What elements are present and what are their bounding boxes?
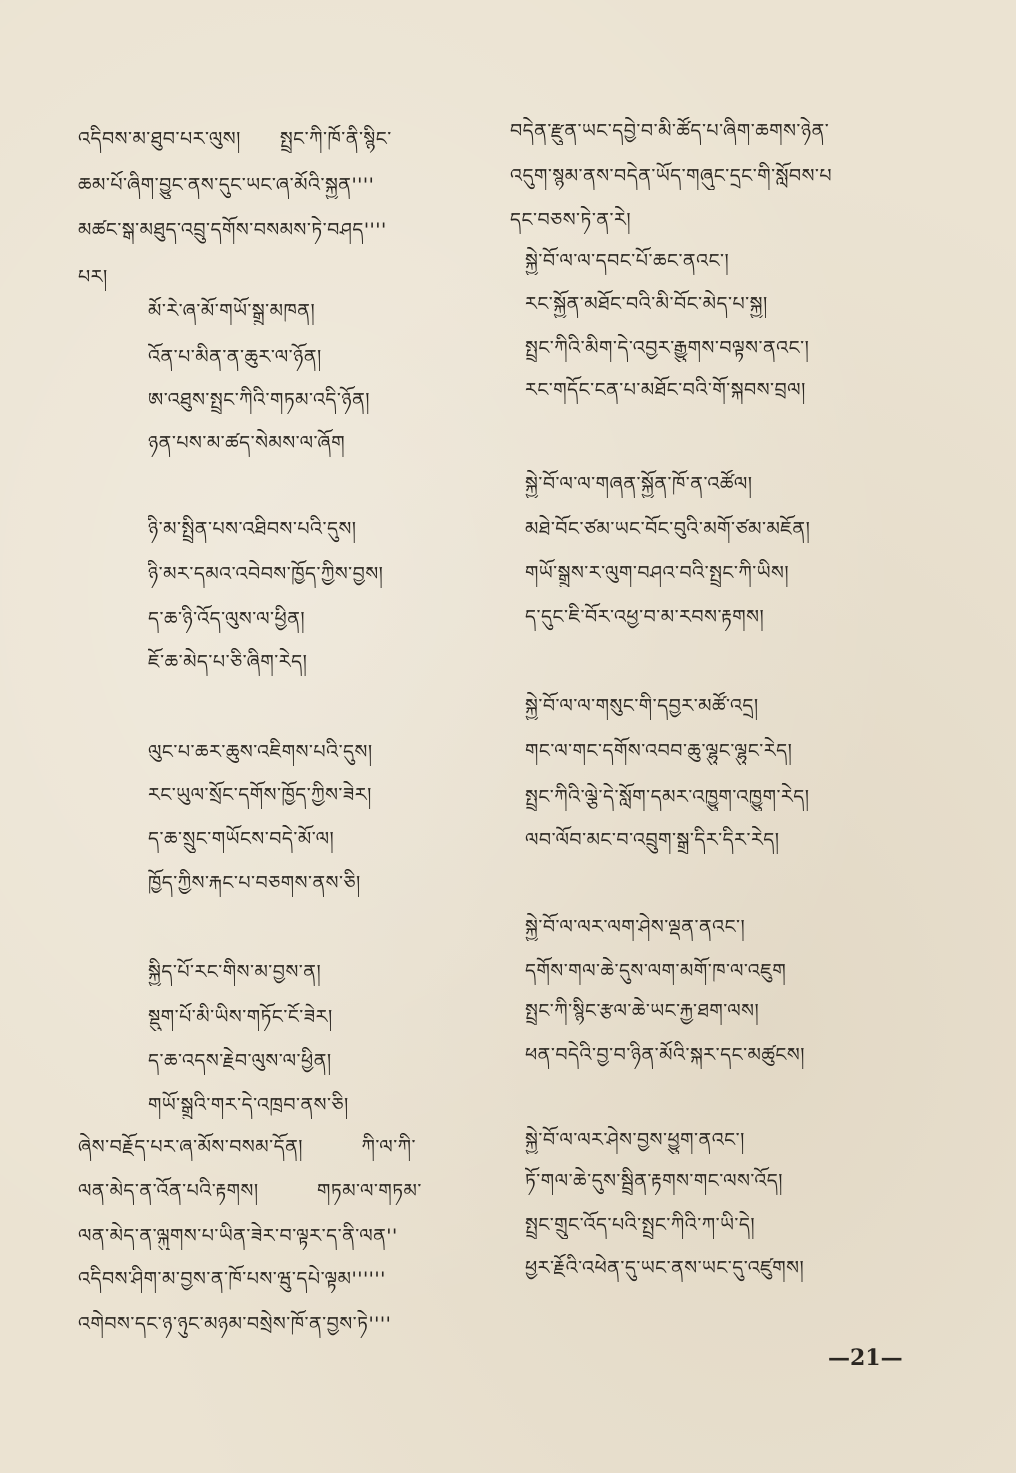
verse-line: འོན་པ་མིན་ན་ཆུར་ལ་ཉོན། [148,346,322,368]
text-line: པར། [78,266,108,288]
verse-line: སྤྲང་གྲུང་འོད་པའི་སྤྲང་ཀིའི་ཀ་ཡི་དེ། [525,1214,756,1236]
text-line: ལན་མེད་ན་འོན་པའི་རྟགས། གཏམ་ལ་གཏམ་ [78,1180,422,1202]
text-line: ལན་མེད་ན་ལྐུགས་པ་ཡིན་ཟེར་བ་ལྟར་ད་ནི་ལན'' [78,1225,398,1247]
verse-line: རང་ཡུལ་སྲོང་དགོས་ཁྱོད་ཀྱིས་ཟེར། [148,784,372,806]
verse-line: ཉི་མར་དམའ་འབེབས་ཁྱོད་ཀྱིས་བྱས། [148,563,384,585]
verse-line: ཉན་པས་མ་ཚད་སེམས་ལ་ཞོག [148,432,346,454]
verse-line: ཇོ་ཆ་མེད་པ་ཅི་ཞིག་རེད། [148,651,308,673]
verse-line: སྤྲང་ཀི་སྙིང་རྩལ་ཆེ་ཡང་རྐྱ་ཐག་ལས། [525,1000,760,1022]
verse-line: སྤྲང་ཀིའི་ལྕེ་དེ་སློག་དམར་འཁྱུག་འཁྱུག་རེད། [525,786,810,808]
text-line: ཆམ་པོ་ཞིག་བྱུང་ནས་དུང་ཡང་ཞ་མོའི་སྐྱན'''' [78,174,375,196]
text-line: བདེན་རྫུན་ཡང་དབྱེ་བ་མི་ཚོད་པ་ཞིག་ཆགས་ཉེན་ [510,120,830,142]
verse-line: ད་དུང་ཇི་བོར་འཕྱ་བ་མ་རབས་རྟགས། [525,606,765,628]
verse-line: གང་ལ་གང་དགོས་འབབ་ཆུ་ལྷུང་ལྷུང་རེད། [525,740,793,762]
page-number: —21— [828,1345,903,1371]
verse-line: སྐྱེ་བོ་ལ་ལ་གཞན་སྐྱོན་ཁོ་ན་འཚོལ། [525,473,753,495]
verse-line: ཁྱོད་ཀྱིས་རྐང་པ་བཅགས་ནས་ཅི། [148,872,361,894]
verse-line: ལབ་ལོབ་མང་བ་འབྲུག་སྒྲ་དིར་དིར་རེད། [525,829,780,851]
verse-line: སྡུག་པོ་མི་ཡིས་གཏོང་ངོ་ཟེར། [148,1006,333,1028]
verse-line: སྐྱེ་བོ་ལ་ལ་གསུང་གི་དབྱར་མཚོ་འདྲ། [525,695,759,717]
verse-line: སྐྱེ་བོ་ལ་ལར་ལག་ཤེས་ལྡན་ནའང་། [525,916,746,938]
verse-line: ཕྱར་རྗོའི་འཕེན་དུ་ཡང་ནས་ཡང་དུ་འཛུགས། [525,1257,805,1279]
verse-line: སྐྱིད་པོ་རང་གིས་མ་བྱས་ན། [148,961,322,983]
text-line: འདིབས་མ་ཐུབ་པར་ལུས། སྤྲང་ཀི་ཁོ་ནི་སྙིང་ [78,128,392,150]
text-line: མཚང་སྒ་མཐུད་འབྲུ་དགོས་བསམས་ཏེ་བཤད'''' [78,219,387,241]
verse-line: གཡོ་སྒྲུས་ར་ལུག་བཤའ་བའི་སྤྲང་ཀི་ཡིས། [525,562,790,584]
text-line: འདིབས་ཤིག་མ་བྱས་ན་ཁོ་པས་ཝུ་དཔེ་ལྟམ'''''' [78,1268,386,1290]
verse-line: སྤྲང་ཀིའི་མིག་དེ་འབྱར་རྒྱུགས་བལྟས་ནའང་། [525,337,810,359]
text-line: འགེབས་དང་ཉ་ཉུང་མཉམ་བསྲེས་ཁོ་ན་བྱས་ཏེ'''' [78,1313,392,1335]
verse-line: ཕན་བདེའི་བྱ་བ་ཉིན་མོའི་སྐར་དང་མཚུངས། [525,1044,805,1066]
text-line: དང་བཅས་ཏེ་ན་རེ། [510,209,632,231]
verse-line: མཐེ་བོང་ཙམ་ཡང་བོང་བུའི་མགོ་ཙམ་མཇོན། [525,518,811,540]
verse-line: ལུང་པ་ཆར་ཆུས་འཇིགས་པའི་དུས། [148,741,373,763]
verse-line: རང་གདོང་ངན་པ་མཐོང་བའི་གོ་སྐབས་བྲལ། [525,379,806,401]
verse-line: རང་སྐྱོན་མཐོང་བའི་མི་བོང་མེད་པ་སྐྱ། [525,293,768,315]
verse-line: གཡོ་སྒྲུའི་གར་དེ་འཁྲབ་ནས་ཅི། [148,1094,349,1116]
verse-line: ད་ཆ་ཉི་འོད་ལུས་ལ་ཕྱིན། [148,608,306,630]
verse-line: ཨ་འཐུས་སྤྲང་ཀིའི་གཏམ་འདི་ཉོན། [148,389,370,411]
verse-line: ད་ཆ་འདས་རྗེབ་ལུས་ལ་ཕྱིན། [148,1050,332,1072]
verse-line: ཉི་མ་སྤྲིན་པས་འཐིབས་པའི་དུས། [148,518,357,540]
verse-line: ད་ཆ་སྲུང་གཡོངས་བདེ་མོ་ལ། [148,828,335,850]
verse-line: མོ་རེ་ཞ་མོ་གཡོ་སྒྲུ་མཁན། [148,300,316,322]
verse-line: དགོས་གལ་ཆེ་དུས་ལག་མགོ་ཁ་ལ་འཇུག [525,960,787,982]
verse-line: སྐྱེ་བོ་ལ་ལར་ཤེས་བྱས་ཕྱུག་ནའང་། [525,1129,745,1151]
verse-line: སྐྱེ་བོ་ལ་ལ་དབང་པོ་ཆང་ནའང་། [525,250,730,272]
verse-line: ཏོ་གལ་ཆེ་དུས་སྦྲིན་རྟགས་གང་ལས་འོད། [525,1170,784,1192]
text-line: ཞེས་བརྗོད་པར་ཞ་མོས་བསམ་དོན། ཀི་ལ་ཀི་ [78,1136,417,1158]
text-line: འདུག་སྙམ་ནས་བདེན་ཡོད་གཞུང་དྲང་གི་སློབས་པ [510,165,833,187]
